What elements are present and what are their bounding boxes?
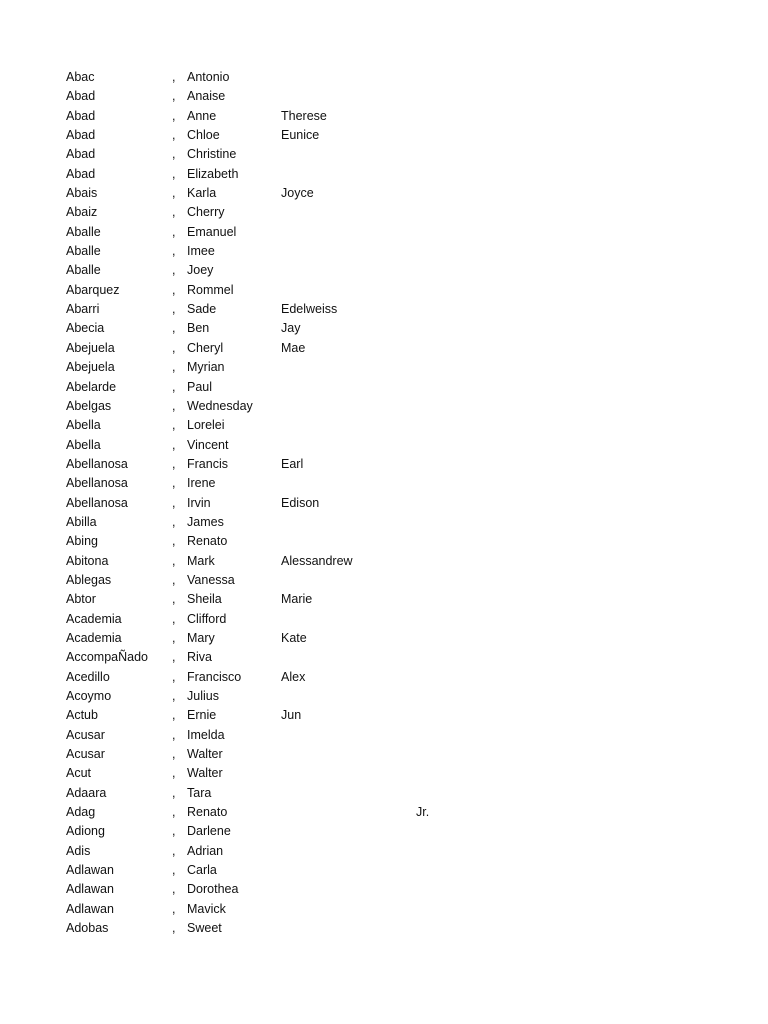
last-name-cell: Adag [66,805,96,820]
last-name-cell: Aballe [66,263,101,278]
name-row [66,242,706,261]
first-name-cell: Emanuel [187,224,237,239]
middle-name-cell: Earl [281,456,304,471]
separator-comma: , [172,805,176,820]
first-name-cell: Imee [187,244,215,259]
first-name-cell: Mary [187,630,215,645]
separator-comma: , [172,863,176,878]
last-name-cell: Abad [66,166,96,181]
name-row [66,842,706,861]
name-row [66,687,706,706]
first-name-cell: Vanessa [187,572,235,587]
middle-name-cell: Marie [281,592,313,607]
separator-comma: , [172,244,176,259]
separator-comma: , [172,224,176,239]
last-name-cell: Adlawan [66,901,114,916]
last-name-cell: Abais [66,186,98,201]
last-name-cell: Abad [66,108,96,123]
first-name-cell: James [187,514,224,529]
name-list [66,68,706,938]
separator-comma: , [172,418,176,433]
separator-comma: , [172,476,176,491]
separator-comma: , [172,321,176,336]
first-name-cell: Francisco [187,669,242,684]
name-row [66,513,706,532]
last-name-cell: Abella [66,418,101,433]
last-name-cell: Abac [66,70,95,84]
separator-comma: , [172,534,176,549]
last-name-cell: Abellanosa [66,476,128,491]
name-row [66,107,706,126]
separator-comma: , [172,901,176,916]
suffix-cell: Jr. [416,805,430,820]
last-name-cell: Acusar [66,747,105,762]
last-name-cell: Abing [66,534,98,549]
first-name-cell: Anne [187,108,217,123]
first-name-cell: Chloe [187,128,220,143]
first-name-cell: Darlene [187,824,231,839]
first-name-cell: Renato [187,805,228,820]
middle-name-cell: Edison [281,495,320,510]
name-row [66,668,706,687]
separator-comma: , [172,379,176,394]
first-name-cell: Paul [187,379,213,394]
first-name-cell: Clifford [187,611,227,626]
separator-comma: , [172,128,176,143]
last-name-cell: Academia [66,611,122,626]
last-name-cell: Abitona [66,553,109,568]
name-row [66,706,706,725]
last-name-cell: Adobas [66,921,109,936]
first-name-cell: Walter [187,747,223,762]
name-row [66,552,706,571]
separator-comma: , [172,611,176,626]
first-name-cell: Carla [187,863,217,878]
last-name-cell: Adlawan [66,882,114,897]
middle-name-cell: Edelweiss [281,302,338,317]
name-row [66,571,706,590]
last-name-cell: Abtor [66,592,96,607]
name-row [66,358,706,377]
last-name-cell: Adlawan [66,863,114,878]
last-name-cell: Abella [66,437,101,452]
first-name-cell: Ben [187,321,210,336]
name-row [66,319,706,338]
name-row [66,861,706,880]
separator-comma: , [172,514,176,529]
name-row [66,648,706,667]
last-name-cell: Abarquez [66,282,120,297]
last-name-cell: AccompaÑado [66,650,148,665]
name-row [66,165,706,184]
name-row [66,300,706,319]
last-name-cell: Acusar [66,727,105,742]
first-name-cell: Myrian [187,360,225,375]
name-row [66,590,706,609]
separator-comma: , [172,456,176,471]
name-row [66,339,706,358]
separator-comma: , [172,340,176,355]
separator-comma: , [172,553,176,568]
last-name-cell: Adis [66,843,91,858]
last-name-cell: Aballe [66,244,101,259]
first-name-cell: Walter [187,766,223,781]
separator-comma: , [172,766,176,781]
name-row [66,919,706,938]
middle-name-cell: Therese [281,108,327,123]
separator-comma: , [172,921,176,936]
separator-comma: , [172,282,176,297]
first-name-cell: Lorelei [187,418,225,433]
name-row [66,281,706,300]
name-row [66,203,706,222]
separator-comma: , [172,747,176,762]
separator-comma: , [172,592,176,607]
first-name-cell: Tara [187,785,212,800]
last-name-cell: Abad [66,89,96,104]
separator-comma: , [172,186,176,201]
last-name-cell: Abad [66,147,96,162]
separator-comma: , [172,89,176,104]
last-name-cell: Acut [66,766,92,781]
separator-comma: , [172,147,176,162]
first-name-cell: Antonio [187,70,230,84]
separator-comma: , [172,495,176,510]
first-name-cell: Elizabeth [187,166,239,181]
separator-comma: , [172,882,176,897]
separator-comma: , [172,727,176,742]
first-name-cell: Dorothea [187,882,239,897]
name-row [66,126,706,145]
first-name-cell: Anaise [187,89,226,104]
middle-name-cell: Mae [281,340,306,355]
name-row [66,764,706,783]
separator-comma: , [172,650,176,665]
first-name-cell: Sweet [187,921,222,936]
name-row [66,223,706,242]
separator-comma: , [172,669,176,684]
last-name-cell: Adiong [66,824,105,839]
middle-name-cell: Eunice [281,128,320,143]
name-row [66,87,706,106]
middle-name-cell: Joyce [281,186,314,201]
separator-comma: , [172,302,176,317]
last-name-cell: Abellanosa [66,456,128,471]
last-name-cell: Abecia [66,321,105,336]
first-name-cell: Irene [187,476,216,491]
separator-comma: , [172,843,176,858]
last-name-cell: Adaara [66,785,107,800]
name-row [66,726,706,745]
first-name-cell: Sheila [187,592,222,607]
middle-name-cell: Alex [281,669,306,684]
name-row [66,900,706,919]
name-row [66,532,706,551]
separator-comma: , [172,572,176,587]
last-name-cell: Abelgas [66,398,112,413]
separator-comma: , [172,263,176,278]
separator-comma: , [172,630,176,645]
last-name-cell: Academia [66,630,122,645]
last-name-cell: Abejuela [66,360,115,375]
first-name-cell: Sade [187,302,217,317]
middle-name-cell: Kate [281,630,307,645]
first-name-cell: Riva [187,650,213,665]
middle-name-cell: Alessandrew [281,553,353,568]
first-name-cell: Christine [187,147,237,162]
first-name-cell: Imelda [187,727,225,742]
first-name-cell: Mark [187,553,215,568]
last-name-cell: Acoymo [66,689,112,703]
name-row [66,822,706,841]
last-name-cell: Ablegas [66,572,112,587]
separator-comma: , [172,398,176,413]
last-name-cell: Aballe [66,224,101,239]
name-row [66,436,706,455]
first-name-cell: Joey [187,263,214,278]
separator-comma: , [172,166,176,181]
first-name-cell: Irvin [187,495,211,510]
last-name-cell: Acedillo [66,669,110,684]
last-name-cell: Abelarde [66,379,117,394]
name-row [66,745,706,764]
first-name-cell: Cherry [187,205,225,220]
separator-comma: , [172,108,176,123]
name-row [66,474,706,493]
name-row [66,629,706,648]
name-row [66,397,706,416]
last-name-cell: Abejuela [66,340,115,355]
name-row [66,416,706,435]
separator-comma: , [172,824,176,839]
separator-comma: , [172,708,176,723]
separator-comma: , [172,689,176,703]
last-name-cell: Actub [66,708,98,723]
name-row [66,378,706,397]
last-name-cell: Abilla [66,514,97,529]
first-name-cell: Renato [187,534,228,549]
name-row [66,145,706,164]
first-name-cell: Mavick [187,901,226,916]
name-row [66,455,706,474]
last-name-cell: Abaiz [66,205,98,220]
name-row [66,880,706,899]
separator-comma: , [172,70,176,84]
name-row [66,803,706,822]
name-row [66,261,706,280]
middle-name-cell: Jay [281,321,301,336]
first-name-cell: Francis [187,456,228,471]
separator-comma: , [172,785,176,800]
first-name-cell: Ernie [187,708,217,723]
separator-comma: , [172,437,176,452]
name-row [66,68,706,87]
name-row [66,610,706,629]
first-name-cell: Wednesday [187,398,253,413]
middle-name-cell: Jun [281,708,302,723]
first-name-cell: Cheryl [187,340,224,355]
name-row [66,494,706,513]
first-name-cell: Adrian [187,843,224,858]
last-name-cell: Abad [66,128,96,143]
first-name-cell: Vincent [187,437,229,452]
name-row [66,184,706,203]
name-row [66,784,706,803]
first-name-cell: Karla [187,186,217,201]
first-name-cell: Rommel [187,282,234,297]
separator-comma: , [172,205,176,220]
last-name-cell: Abellanosa [66,495,128,510]
separator-comma: , [172,360,176,375]
first-name-cell: Julius [187,689,219,703]
last-name-cell: Abarri [66,302,100,317]
